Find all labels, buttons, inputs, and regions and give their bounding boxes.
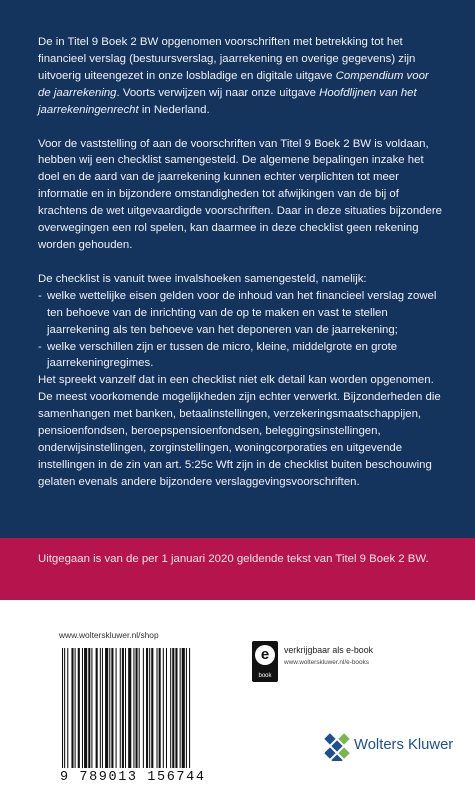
ebook-badge bbox=[252, 641, 442, 683]
paragraph-invalshoeken: De checklist is vanuit twee invalshoeken samengesteld, namelijk: bbox=[38, 272, 367, 285]
wolters-kluwer-logo-icon bbox=[322, 731, 352, 761]
title-hoofdlijnen: Hoofdlijnen van het jaarrekeningenrecht bbox=[38, 86, 417, 116]
paragraph-intro: De in Titel 9 Boek 2 BW opgenomen voorschriften met betrekking tot het financieel verslag (bestuursverslag, jaarrekening en overige gegevens) zijn uitvoerig uiteengezet in onze losbladige en digitale uitgave Compendium voor de jaarrekening. Voorts verwijzen wij naar onze uitgave Hoofdlijnen van het jaarrekeningenrecht in Nederland. bbox=[38, 36, 429, 116]
magenta-band bbox=[0, 538, 475, 600]
website-link[interactable]: www.wolterskluwer.nl/shop bbox=[59, 630, 159, 640]
ebook-url[interactable]: www.wolterskluwer.nl/e-books bbox=[284, 659, 369, 666]
ebook-e-letter: e bbox=[255, 645, 275, 665]
paragraph-details: Het spreekt vanzelf dat in een checklist niet elk detail kan worden opgenomen. De meest voorkomende mogelijkheden zijn echter verwerkt. Bijzonderheden die samenhangen met banken, betaalinstellingen, verzekeringsmaatschappijen, pensioenfondsen, beroepspensioenfondsen, beleggingsinstellingen, onderwijsinstellingen, zorginstellingen, woningcorporaties en uitgevende instellingen in de zin van art. 5:25c Wft zijn in de checklist buiten beschouwing gelaten evenals andere bijzondere verslaggevingsvoorschriften. bbox=[38, 374, 441, 488]
isbn-number: 9 789013 156744 bbox=[60, 770, 206, 785]
bullet-list bbox=[38, 288, 442, 373]
paragraph-checklist: Voor de vaststelling of aan de voorschriften van Titel 9 Boek 2 BW is voldaan, hebben wij een checklist samengesteld. De algemene bepalingen inzake het doel en de aard van de jaarrekening kunnen echter verplichten tot meer informatie en in bijzondere omstandigheden tot afwijkingen van de bij of krachtens de wet uitgevaardigde voorschriften. Daar in deze situaties bijzondere overwegingen een rol spelen, kan daarmee in deze checklist geen rekening worden gehouden. bbox=[38, 137, 442, 251]
barcode-graphic bbox=[60, 648, 227, 768]
publisher-logo bbox=[322, 731, 452, 763]
ebook-icon-label: book bbox=[258, 673, 272, 679]
list-item: - welke verschillen zijn er tussen de micro, kleine, middelgrote en grote jaarrekeningregimes. bbox=[38, 339, 442, 373]
description-text bbox=[38, 34, 442, 491]
ebook-title: verkrijgbaar als e-book bbox=[284, 645, 373, 655]
title-compendium: Compendium voor de jaarrekening bbox=[38, 69, 429, 99]
publisher-name: Wolters Kluwer bbox=[354, 737, 454, 753]
band-text: Uitgegaan is van de per 1 januari 2020 geldende tekst van Titel 9 Boek 2 BW. bbox=[38, 553, 429, 565]
ebook-icon bbox=[252, 641, 278, 682]
barcode bbox=[60, 648, 227, 768]
list-item: - welke wettelijke eisen gelden voor de inhoud van het financieel verslag zowel ten behoeve van de inrichting van de op te maken en vast te stellen jaarrekening als ten behoeve van het deponeren van de jaarrekening; bbox=[38, 288, 442, 339]
